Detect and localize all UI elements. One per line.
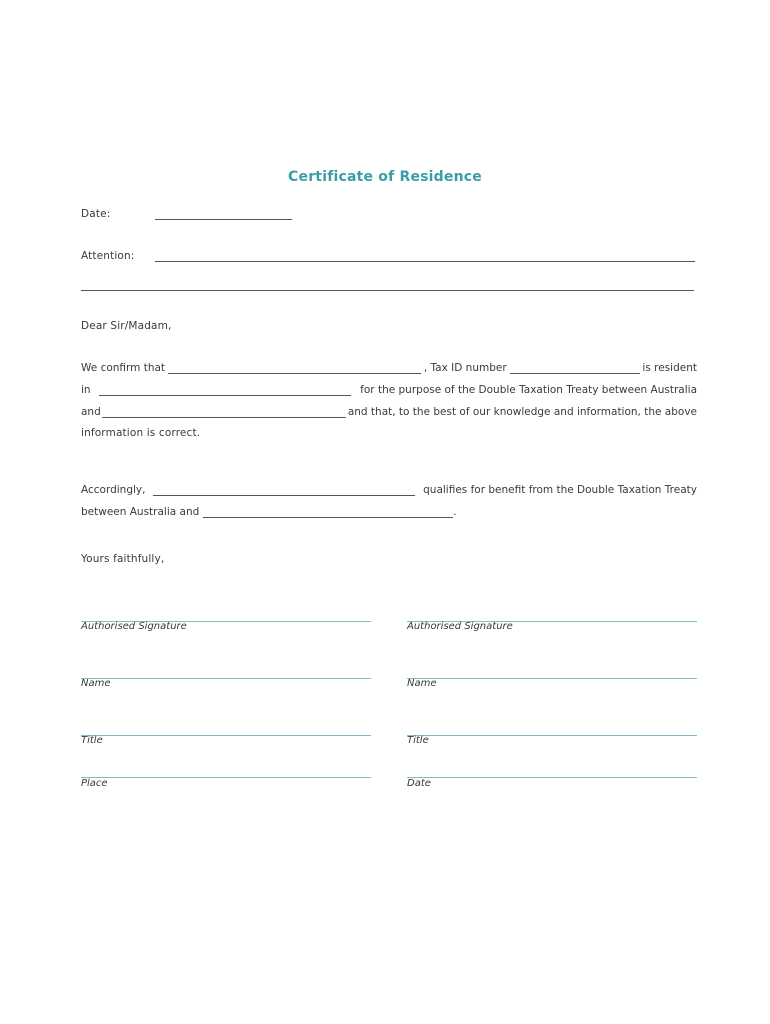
p1-text-g: and that, to the best of our knowledge and information, the above xyxy=(347,406,697,418)
p1-text-f: and xyxy=(81,406,101,418)
left-name-field[interactable] xyxy=(81,678,371,679)
paragraph1-line1 xyxy=(81,361,697,374)
paragraph1-line4: information is correct. xyxy=(81,427,201,439)
page-title: Certificate of Residence xyxy=(288,169,482,185)
right-title-field[interactable] xyxy=(407,735,697,736)
place-label: Place xyxy=(81,778,108,789)
p2-text-a: Accordingly, xyxy=(81,484,146,496)
attention-field[interactable] xyxy=(155,261,695,262)
treaty-country-field[interactable] xyxy=(102,408,346,418)
p2-text-b: qualifies for benefit from the Double Taxation Treaty xyxy=(423,484,697,496)
salutation: Dear Sir/Madam, xyxy=(81,320,172,332)
place-field[interactable] xyxy=(81,777,371,778)
date-label: Date: xyxy=(81,208,111,220)
right-name-label: Name xyxy=(407,678,437,689)
p1-text-c: is resident xyxy=(642,362,697,374)
p1-text-b: , Tax ID number xyxy=(423,362,507,374)
attention-field-continuation[interactable] xyxy=(81,290,694,291)
left-title-field[interactable] xyxy=(81,735,371,736)
closing: Yours faithfully, xyxy=(81,553,165,565)
paragraph2-line1 xyxy=(81,483,697,496)
p1-text-d: in xyxy=(81,384,91,396)
paragraph2-line2 xyxy=(81,505,697,518)
entity-name-field[interactable] xyxy=(168,364,421,374)
date-signed-field[interactable] xyxy=(407,777,697,778)
p1-text-a: We confirm that xyxy=(81,362,166,374)
right-authorised-signature-label: Authorised Signature xyxy=(407,621,513,632)
treaty-partner-field[interactable] xyxy=(203,508,453,518)
left-title-label: Title xyxy=(81,735,103,746)
p1-text-e: for the purpose of the Double Taxation Treaty between Australia xyxy=(360,384,697,396)
date-field[interactable] xyxy=(155,219,292,220)
beneficiary-field[interactable] xyxy=(153,486,415,496)
left-authorised-signature-label: Authorised Signature xyxy=(81,621,187,632)
p2-text-d: . xyxy=(453,506,457,518)
paragraph1-line2 xyxy=(81,383,697,396)
attention-label: Attention: xyxy=(81,250,135,262)
residence-country-field[interactable] xyxy=(99,386,351,396)
right-title-label: Title xyxy=(407,735,429,746)
right-name-field[interactable] xyxy=(407,678,697,679)
paragraph1-line3 xyxy=(81,405,697,418)
p2-text-c: between Australia and xyxy=(81,506,200,518)
left-name-label: Name xyxy=(81,678,111,689)
tax-id-field[interactable] xyxy=(510,364,640,374)
date-signed-label: Date xyxy=(407,778,431,789)
